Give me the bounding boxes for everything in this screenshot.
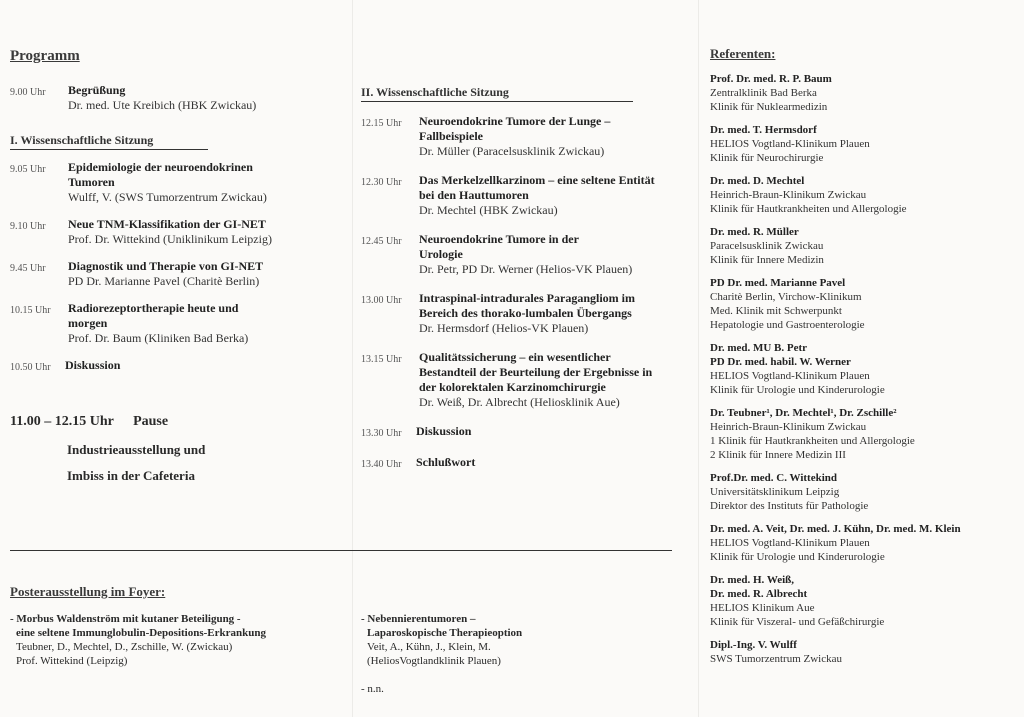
referent-affiliation: HELIOS Vogtland-Klinikum Plauen — [710, 370, 870, 382]
item-title: Neue TNM-Klassifikation der GI-NET — [68, 217, 266, 231]
referent-affiliation: HELIOS Vogtland-Klinikum Plauen — [710, 537, 870, 549]
item-title: Das Merkelzellkarzinom – eine seltene Entität bei den Hauttumoren — [419, 173, 655, 202]
poster-title: Posterausstellung im Foyer: — [10, 584, 166, 599]
session1-title: I. Wissenschaftliche Sitzung — [10, 133, 208, 150]
item-speaker: Dr. Petr, PD Dr. Werner (Helios-VK Plauen) — [419, 262, 633, 276]
item-time: 13.40 Uhr — [361, 459, 402, 470]
poster-section — [10, 584, 670, 695]
item-title: Qualitätssicherung – ein wesentlicher Bestandteil der Beurteilung der Ergebnisse in der kolorektalen Karzinomchirurgie — [419, 350, 653, 394]
referent-entry — [710, 573, 1020, 629]
referent-name: Dr. med. R. Müller — [710, 226, 799, 238]
item-title: Diskussion — [416, 424, 472, 438]
item-speaker: Prof. Dr. Wittekind (Uniklinikum Leipzig) — [68, 232, 272, 246]
referent-affiliation: Hepatologie und Gastroenterologie — [710, 319, 865, 331]
section-divider — [10, 550, 672, 551]
referent-name: Dr. Teubner¹, Dr. Mechtel¹, Dr. Zschille² — [710, 407, 897, 419]
referent-affiliation: 1 Klinik für Hautkrankheiten und Allergologie — [710, 435, 915, 447]
program-item — [10, 301, 340, 346]
referent-entry — [710, 471, 1020, 513]
item-title: Diskussion — [65, 358, 121, 372]
referent-entry — [710, 522, 1020, 564]
referent-name: PD Dr. med. Marianne Pavel — [710, 277, 846, 289]
item-time: 13.00 Uhr — [361, 295, 402, 306]
referent-entry — [710, 225, 1020, 267]
referent-affiliation: 2 Klinik für Innere Medizin III — [710, 449, 846, 461]
poster-left — [10, 612, 350, 668]
program-item — [10, 259, 340, 289]
item-time: 12.45 Uhr — [361, 236, 402, 247]
item-speaker: Wulff, V. (SWS Tumorzentrum Zwickau) — [68, 190, 267, 204]
poster-authors: Teubner, D., Mechtel, D., Zschille, W. (Zwickau) — [16, 641, 233, 653]
program-item — [10, 358, 340, 375]
referenten-column — [710, 46, 1020, 675]
fold-line-2 — [698, 0, 699, 717]
item-title: Begrüßung — [68, 83, 126, 97]
referent-entry — [710, 341, 1020, 397]
referent-affiliation: Zentralklinik Bad Berka — [710, 87, 817, 99]
referent-name: Prof. Dr. med. R. P. Baum — [710, 73, 832, 85]
referent-name: PD Dr. med. habil. W. Werner — [710, 356, 851, 368]
item-time: 12.15 Uhr — [361, 118, 402, 129]
referent-entry — [710, 174, 1020, 216]
item-time: 13.15 Uhr — [361, 354, 402, 365]
referent-affiliation: Charitè Berlin, Virchow-Klinikum — [710, 291, 862, 303]
programm-title: Programm — [10, 48, 80, 64]
poster-authors: (HeliosVogtlandklinik Plauen) — [367, 655, 501, 667]
referent-name: Dr. med. D. Mechtel — [710, 175, 805, 187]
referent-affiliation: Direktor des Instituts für Pathologie — [710, 500, 869, 512]
pause-time: 11.00 – 12.15 Uhr — [10, 414, 114, 429]
session2-title: II. Wissenschaftliche Sitzung — [361, 85, 633, 102]
item-speaker: Dr. Weiß, Dr. Albrecht (Heliosklinik Aue) — [419, 395, 620, 409]
pause-line-1: Industrieausstellung und — [67, 442, 206, 457]
item-speaker: Dr. med. Ute Kreibich (HBK Zwickau) — [68, 98, 257, 112]
referent-name: Dr. med. H. Weiß, — [710, 574, 795, 586]
item-time: 9.00 Uhr — [10, 87, 46, 98]
poster-authors: Veit, A., Kühn, J., Klein, M. — [367, 641, 491, 653]
poster-title-line: eine seltene Immunglobulin-Depositions-Erkrankung — [16, 627, 266, 639]
referent-name: Dr. med. MU B. Petr — [710, 342, 808, 354]
program-item — [361, 173, 671, 218]
referent-affiliation: Klinik für Innere Medizin — [710, 254, 824, 266]
referent-affiliation: SWS Tumorzentrum Zwickau — [710, 653, 842, 665]
referent-affiliation: HELIOS Klinikum Aue — [710, 602, 815, 614]
programm-column — [10, 48, 340, 485]
program-item — [361, 424, 671, 441]
referent-affiliation: Klinik für Urologie und Kinderurologie — [710, 384, 885, 396]
referent-affiliation: Universitätsklinikum Leipzig — [710, 486, 840, 498]
poster-title-line: - Nebennierentumoren – — [361, 613, 476, 625]
referent-affiliation: Klinik für Viszeral- und Gefäßchirurgie — [710, 616, 885, 628]
item-time: 13.30 Uhr — [361, 428, 402, 439]
item-time: 12.30 Uhr — [361, 177, 402, 188]
poster-right — [361, 612, 661, 696]
program-item — [361, 114, 671, 159]
program-item — [361, 291, 671, 336]
referent-affiliation: Heinrich-Braun-Klinikum Zwickau — [710, 421, 867, 433]
item-speaker: Dr. Müller (Paracelsusklinik Zwickau) — [419, 144, 605, 158]
pause-label: Pause — [133, 414, 169, 429]
pause-row — [10, 413, 340, 431]
referent-entry — [710, 638, 1020, 666]
referent-affiliation: HELIOS Vogtland-Klinikum Plauen — [710, 138, 870, 150]
referenten-title: Referenten: — [710, 46, 776, 61]
item-title: Radiorezeptortherapie heute und morgen — [68, 301, 239, 330]
item-time: 9.05 Uhr — [10, 164, 46, 175]
referent-name: Dr. med. R. Albrecht — [710, 588, 808, 600]
item-time: 9.45 Uhr — [10, 263, 46, 274]
greeting-item — [10, 83, 340, 113]
program-item — [10, 160, 340, 205]
referent-name: Dr. med. A. Veit, Dr. med. J. Kühn, Dr. med. M. Klein — [710, 523, 961, 535]
poster-title-line: Laparoskopische Therapieoption — [367, 627, 523, 639]
referent-affiliation: Med. Klinik mit Schwerpunkt — [710, 305, 842, 317]
item-title: Neuroendokrine Tumore der Lunge – Fallbeispiele — [419, 114, 611, 143]
item-title: Intraspinal-intradurales Paragangliom im Bereich des thorako-lumbalen Übergangs — [419, 291, 636, 320]
item-speaker: Prof. Dr. Baum (Kliniken Bad Berka) — [68, 331, 249, 345]
referent-name: Dr. med. T. Hermsdorf — [710, 124, 817, 136]
referent-entry — [710, 406, 1020, 462]
program-item — [361, 455, 671, 472]
referent-affiliation: Klinik für Urologie und Kinderurologie — [710, 551, 885, 563]
poster-title-line: - Morbus Waldenström mit kutaner Beteiligung - — [10, 613, 241, 625]
program-item — [10, 217, 340, 247]
item-title: Diagnostik und Therapie von GI-NET — [68, 259, 264, 273]
referent-entry — [710, 123, 1020, 165]
referent-affiliation: Klinik für Neurochirurgie — [710, 152, 824, 164]
session2-column — [361, 83, 671, 484]
referent-name: Prof.Dr. med. C. Wittekind — [710, 472, 838, 484]
referent-affiliation: Klinik für Nuklearmedizin — [710, 101, 828, 113]
item-title: Neuroendokrine Tumore in der Urologie — [419, 232, 579, 261]
referent-affiliation: Klinik für Hautkrankheiten und Allergologie — [710, 203, 907, 215]
referent-name: Dipl.-Ing. V. Wulff — [710, 639, 797, 651]
poster-authors: Prof. Wittekind (Leipzig) — [16, 655, 128, 667]
referenten-list — [710, 72, 1020, 666]
referent-affiliation: Paracelsusklinik Zwickau — [710, 240, 824, 252]
program-item — [361, 350, 671, 410]
item-title: Schlußwort — [416, 455, 476, 469]
item-speaker: Dr. Mechtel (HBK Zwickau) — [419, 203, 558, 217]
item-speaker: Dr. Hermsdorf (Helios-VK Plauen) — [419, 321, 589, 335]
item-speaker: PD Dr. Marianne Pavel (Charitè Berlin) — [68, 274, 260, 288]
item-time: 10.50 Uhr — [10, 362, 51, 373]
pause-line-2: Imbiss in der Cafeteria — [67, 468, 195, 483]
item-time: 9.10 Uhr — [10, 221, 46, 232]
item-title: Epidemiologie der neuroendokrinen Tumoren — [68, 160, 253, 189]
poster-note: - n.n. — [361, 683, 384, 695]
item-time: 10.15 Uhr — [10, 305, 51, 316]
program-item — [361, 232, 671, 277]
referent-entry — [710, 72, 1020, 114]
referent-entry — [710, 276, 1020, 332]
referent-affiliation: Heinrich-Braun-Klinikum Zwickau — [710, 189, 867, 201]
